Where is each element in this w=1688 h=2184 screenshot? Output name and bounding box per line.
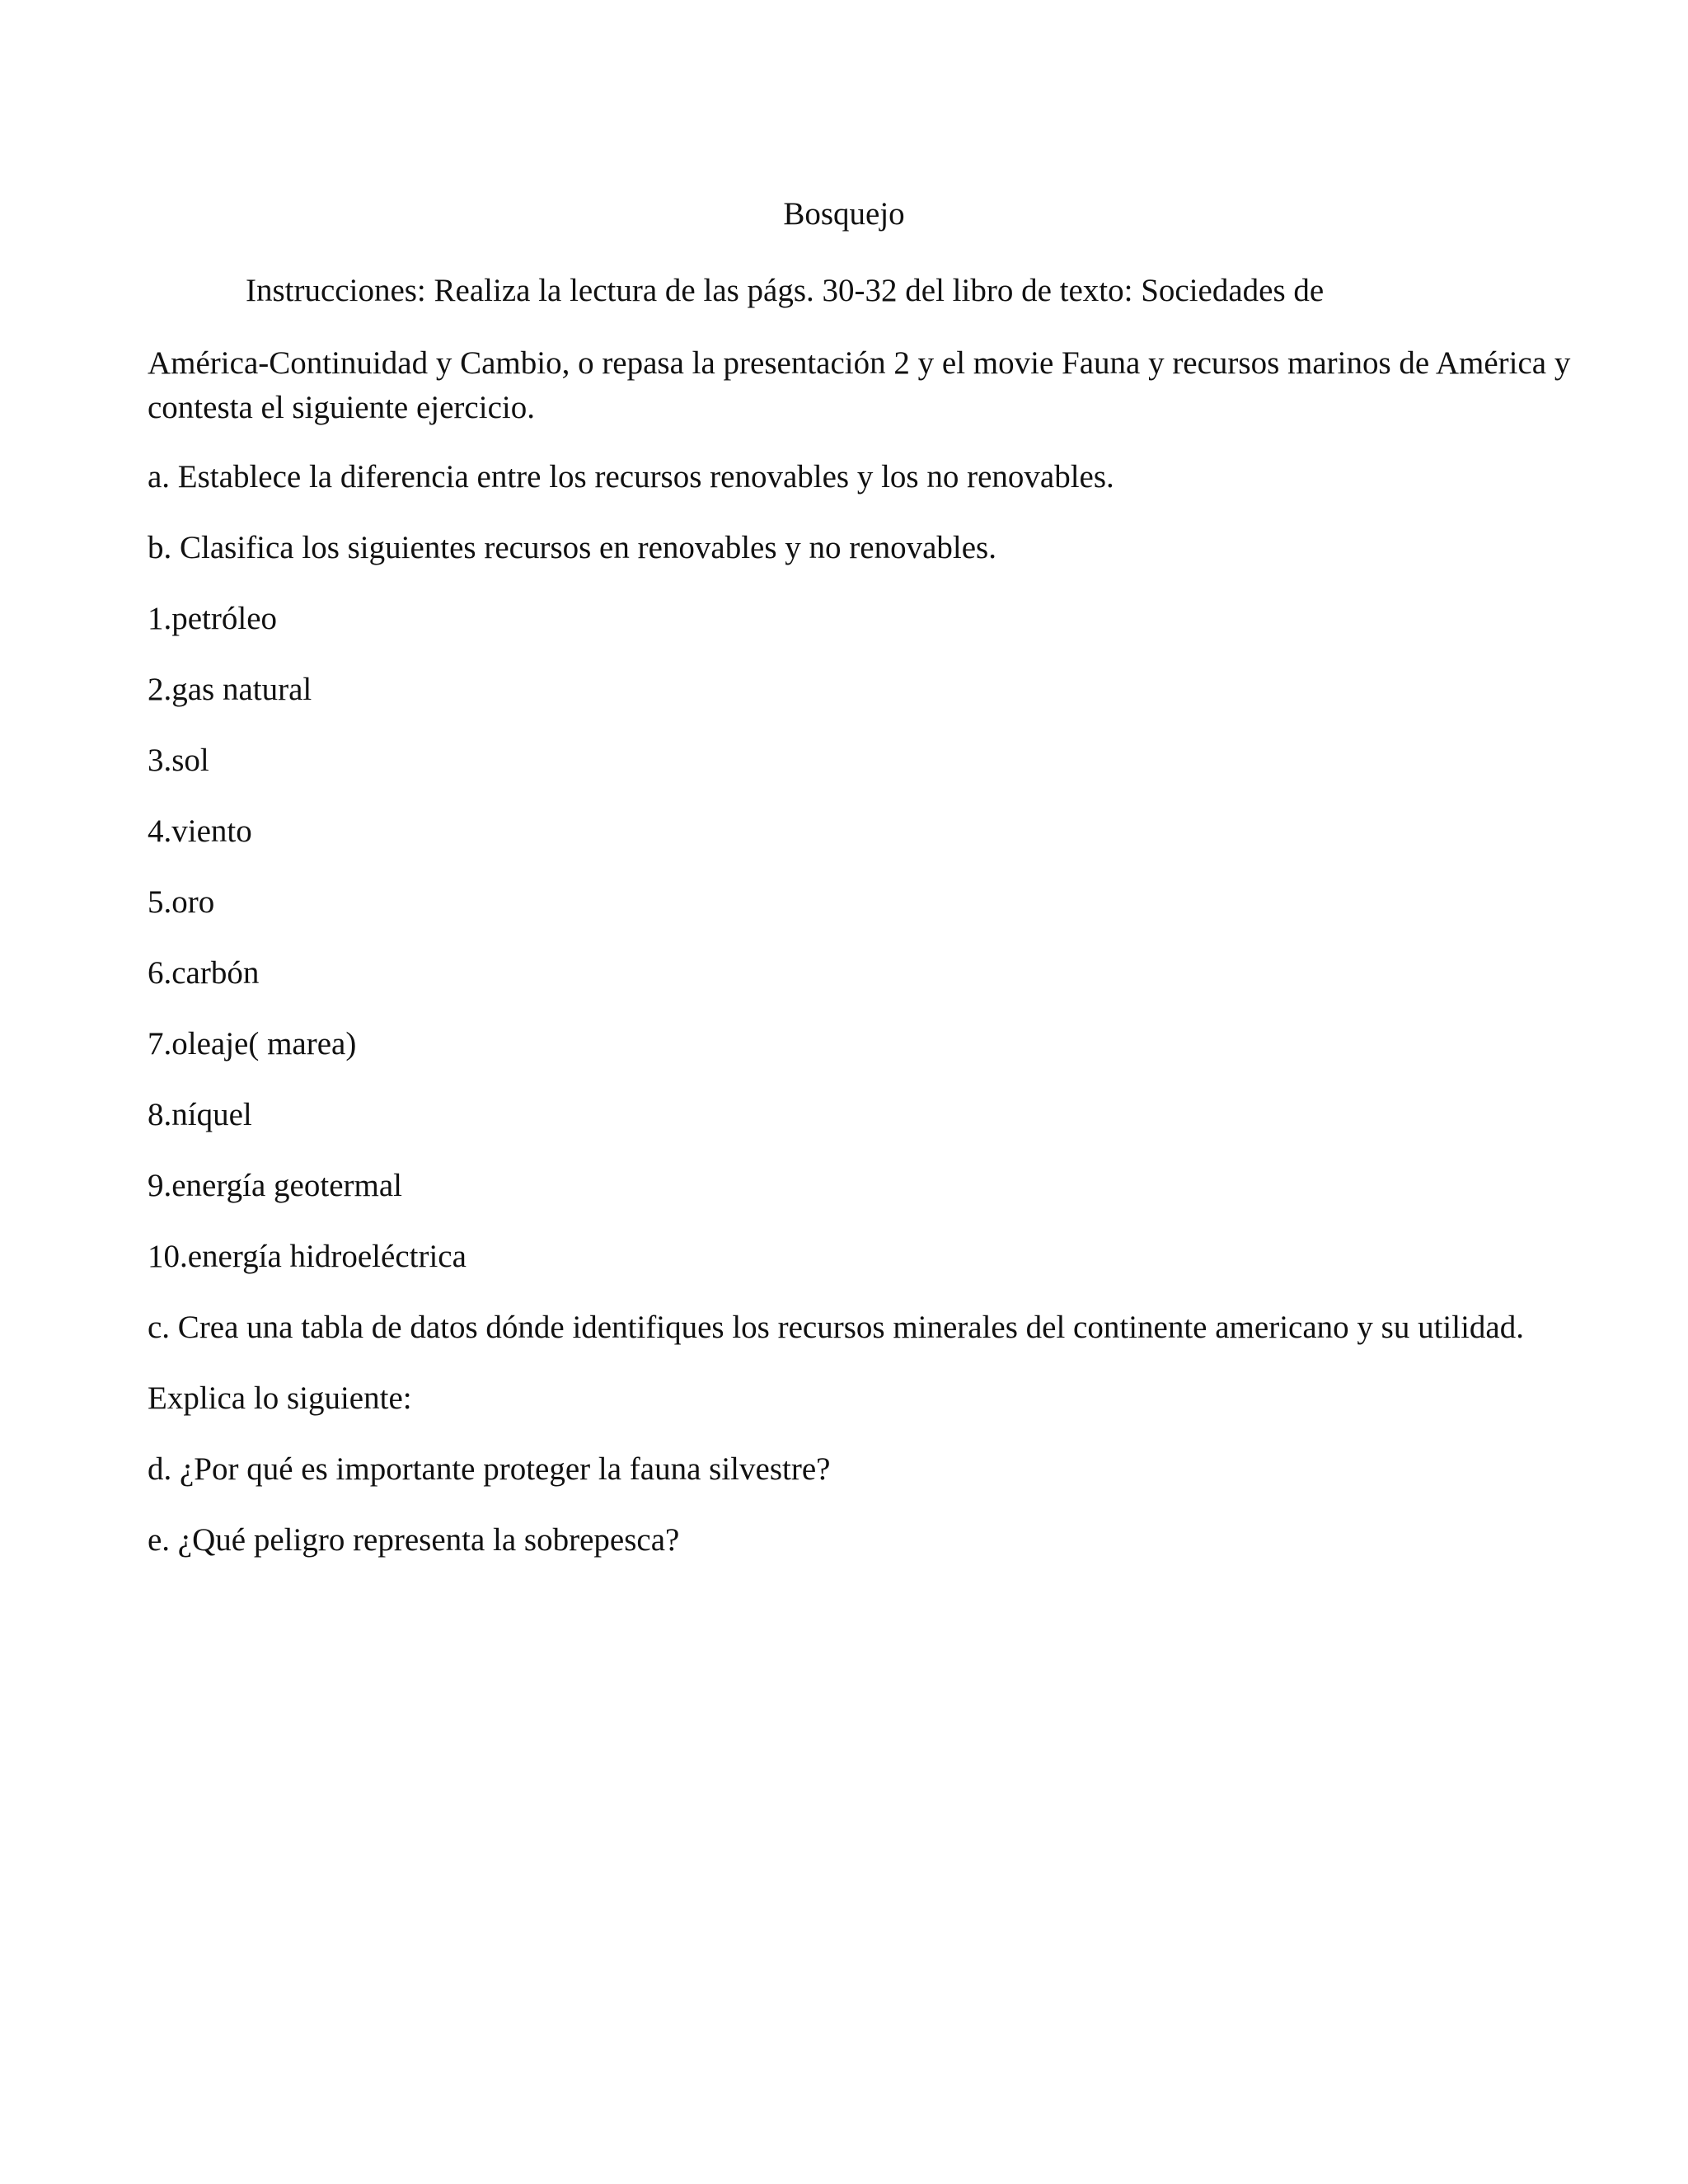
instructions-first-line: Instrucciones: Realiza la lectura de las págs. 30-32 del libro de texto: Sociedades de	[246, 273, 1325, 308]
question-d: d. ¿Por qué es importante proteger la fauna silvestre?	[148, 1451, 831, 1487]
instructions-continuation: América-Continuidad y Cambio, o repasa la presentación 2 y el movie Fauna y recursos marinos de América y contesta el siguiente ejercicio.	[148, 345, 1571, 425]
resource-item-7: 7.oleaje( marea)	[148, 1026, 357, 1062]
question-c: c. Crea una tabla de datos dónde identifiques los recursos minerales del continente americano y su utilidad.	[148, 1310, 1524, 1345]
question-b: b. Clasifica los siguientes recursos en renovables y no renovables.	[148, 530, 996, 565]
resource-item-2: 2.gas natural	[148, 672, 312, 707]
explain-heading: Explica lo siguiente:	[148, 1380, 412, 1416]
resource-item-9: 9.energía geotermal	[148, 1168, 402, 1203]
resource-item-8: 8.níquel	[148, 1097, 252, 1132]
document-title: Bosquejo	[783, 196, 905, 232]
question-a: a. Establece la diferencia entre los recursos renovables y los no renovables.	[148, 459, 1114, 494]
resource-item-3: 3.sol	[148, 743, 209, 778]
question-e: e. ¿Qué peligro representa la sobrepesca?	[148, 1522, 680, 1558]
resource-item-10: 10.energía hidroeléctrica	[148, 1239, 467, 1274]
resource-item-6: 6.carbón	[148, 955, 260, 991]
resource-item-4: 4.viento	[148, 813, 252, 849]
resource-item-5: 5.oro	[148, 884, 215, 920]
resource-item-1: 1.petróleo	[148, 601, 278, 636]
